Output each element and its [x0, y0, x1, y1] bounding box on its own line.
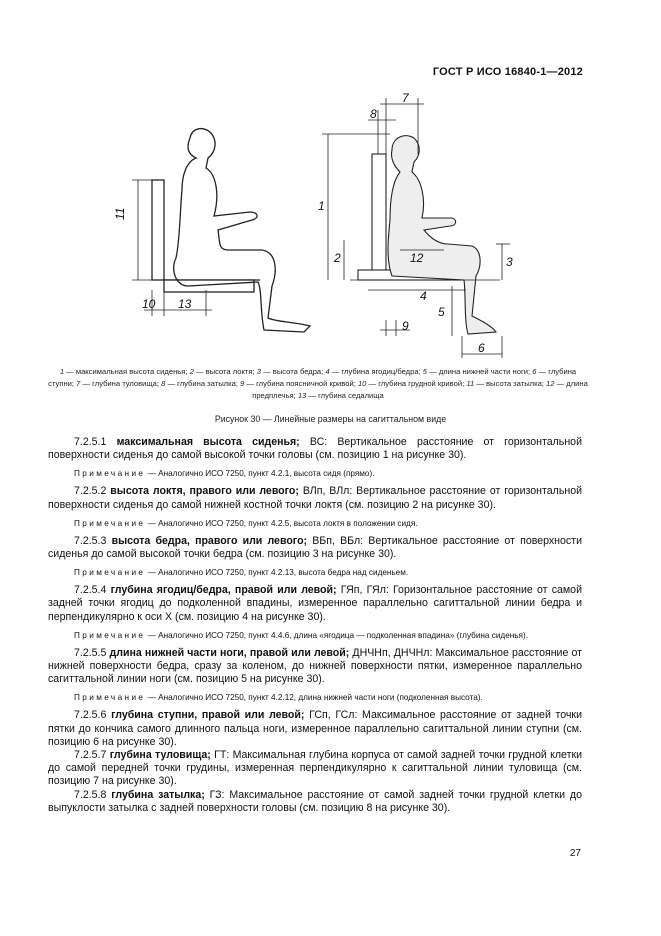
key-item: 1 — максимальная высота сиденья;: [59, 367, 190, 376]
note: Примечание — Аналогично ИСО 7250, пункт 4.2.13, высота бедра над сиденьем.: [74, 568, 409, 578]
key-item: 5 — длина нижней части ноги;: [422, 367, 533, 376]
section-7-2-5-4: 7.2.5.4 глубина ягодиц/бедра, правой или левой; ГЯп, ГЯл: Горизонтальное расстояние от самой задней точки ягодиц до подколенной впадины, измеренное параллельно сагиттальной линии бедра и перпендикулярно к оси X (см. позицию 4 на рисунке 30).: [48, 584, 582, 623]
section-7-2-5-3: 7.2.5.3 высота бедра, правого или левого; ВБп, ВБл: Вертикальное расстояние от поверхности сиденья до самой высокой точки бедра (см. позицию 3 на рисунке 30).: [48, 534, 582, 561]
note: Примечание — Аналогично ИСО 7250, пункт 4.2.1, высота сидя (прямо).: [74, 469, 375, 479]
label-1: 1: [318, 199, 325, 213]
figure-key: [48, 366, 588, 402]
label-10: 10: [142, 297, 156, 311]
key-item: 4 — глубина ягодиц/бедра;: [325, 367, 423, 376]
label-13: 13: [178, 297, 192, 311]
label-7: 7: [402, 91, 409, 105]
figure-title: Рисунок 30 — Линейные размеры на сагиттальном виде: [214, 414, 447, 424]
key-item: 9 — глубина поясничной кривой;: [240, 379, 358, 388]
section-7-2-5-8: 7.2.5.8 глубина затылка; ГЗ: Максимальное расстояние от самой задней точки грудной клетки до выпуклости затылка с задней поверхности головы (см. позицию 8 на рисунке 30).: [48, 788, 582, 814]
note: Примечание — Аналогично ИСО 7250, пункт 4.2.5, высота локтя в положении сидя.: [74, 518, 418, 528]
note: Примечание — Аналогично ИСО 7250, пункт 4.4.6, длина «ягодица — подколенная впадина» (глубина сиденья).: [74, 630, 528, 640]
figure-drawing: [100, 90, 560, 360]
section-7-2-5-5: 7.2.5.5 длина нижней части ноги, правой или левой; ДНЧНп, ДНЧНл: Максимальное расстояние от нижней поверхности бедра, сразу за коленом, до нижней поверхности пятки, измеренное параллельно сагиттальной линии ноги (см. позицию 5 на рисунке 30).: [48, 646, 582, 686]
label-9: 9: [402, 319, 409, 333]
key-item: 6 — глубина ступни;: [48, 367, 577, 388]
key-item: 2 — высота локтя;: [189, 367, 257, 376]
label-3: 3: [506, 255, 513, 269]
key-item: 7 — глубина туловища;: [76, 379, 162, 388]
left-seated-figure: [152, 129, 310, 332]
figure-30-sagittal-dimensions: [100, 90, 560, 360]
right-seated-figure: [358, 136, 496, 334]
section-7-2-5-6: 7.2.5.6 глубина ступни, правой или левой; ГСп, ГСл: Максимальное расстояние от задней точки пятки до кончика самого длинного пальца ноги, измеренное параллельно сагиттальной линии ступни (см. позицию 6 на рисунке 30).: [48, 709, 582, 748]
label-2: 2: [334, 251, 341, 265]
document-header: ГОСТ Р ИСО 16840-1—2012: [432, 66, 583, 78]
label-4: 4: [420, 289, 427, 303]
label-8: 8: [370, 107, 377, 121]
key-item: 11 — высота затылка;: [466, 379, 547, 388]
key-item: 3 — высота бедра;: [256, 367, 326, 376]
label-12: 12: [410, 251, 424, 265]
label-11: 11: [113, 207, 127, 220]
section-7-2-5-2: 7.2.5.2 высота локтя, правого или левого; ВЛп, ВЛл: Вертикальное расстояние от горизонтальной поверхности сиденья до самой нижней костной точки локтя (см. позицию 2 на рисунке 30).: [48, 485, 583, 511]
label-5: 5: [438, 305, 445, 319]
section-7-2-5-1: 7.2.5.1 максимальная высота сиденья; ВС: Вертикальное расстояние от горизонтальной поверхности сиденья до самой высокой точки головы (см. позицию 1 на рисунке 30).: [48, 436, 582, 462]
document-body: [48, 436, 582, 815]
label-6: 6: [478, 341, 485, 355]
key-item: 13 — глубина седалища: [297, 391, 384, 400]
section-7-2-5-7: 7.2.5.7 глубина туловища; ГТ: Максимальная глубина корпуса от самой задней точки грудной клетки до самой передней точки грудины, измеренная перпендикулярно к сагиттальной линии туловища (см. позицию 7 на рисунке 30).: [48, 749, 582, 788]
left-dimension-lines: [132, 180, 212, 316]
key-item: 8 — глубина затылка;: [161, 379, 241, 388]
key-item: 10 — глубина грудной кривой;: [357, 379, 467, 388]
page-number: 27: [569, 848, 581, 859]
note: Примечание — Аналогично ИСО 7250, пункт 4.2.12, длина нижней части ноги (подколенная высота).: [74, 693, 483, 703]
key-item: 12 — длина предплечья;: [252, 379, 588, 400]
